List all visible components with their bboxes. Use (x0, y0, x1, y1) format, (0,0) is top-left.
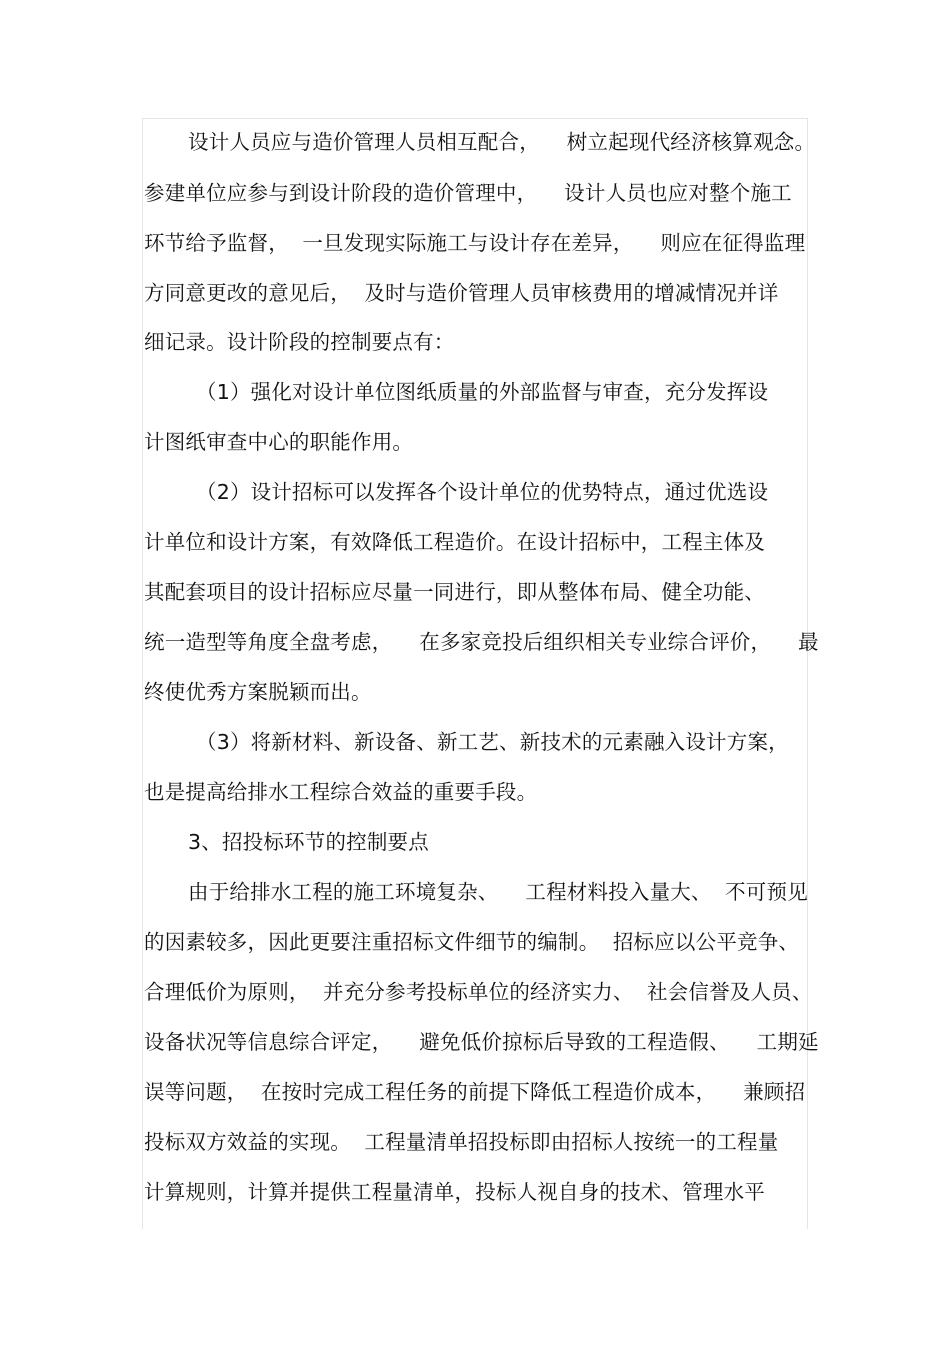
text-line-13: （3）将新材料、新设备、新工艺、新技术的元素融入设计方案， (196, 730, 789, 754)
text-line-21: 投标双方效益的实现。 工程量清单招投标即由招标人按统一的工程量 (144, 1130, 779, 1154)
text-line-6: （1）强化对设计单位图纸质量的外部监督与审查，充分发挥设 (196, 380, 769, 404)
text-line-1: 设计人员应与造价管理人员相互配合， 树立起现代经济核算观念。 (188, 130, 816, 154)
text-line-4: 方同意更改的意见后， 及时与造价管理人员审核费用的增减情况并详 (144, 281, 779, 305)
text-line-22: 计算规则，计算并提供工程量清单，投标人视自身的技术、管理水平 (144, 1180, 765, 1204)
text-line-18: 合理低价为原则， 并充分参考投标单位的经济实力、 社会信誉及人员、 (144, 980, 813, 1004)
text-line-16: 由于给排水工程的施工环境复杂、 工程材料投入量大、 不可预见 (188, 880, 808, 904)
text-line-8: （2）设计招标可以发挥各个设计单位的优势特点，通过优选设 (196, 480, 769, 504)
text-line-9: 计单位和设计方案，有效降低工程造价。在设计招标中，工程主体及 (144, 530, 765, 554)
text-line-12: 终使优秀方案脱颖而出。 (144, 680, 372, 704)
text-line-19: 设备状况等信息综合评定， 避免低价掠标后导致的工程造假、 工期延 (144, 1030, 819, 1054)
text-line-11: 统一造型等角度全盘考虑， 在多家竞投后组织相关专业综合评价， 最 (144, 630, 819, 654)
text-line-20: 误等问题， 在按时完成工程任务的前提下降低工程造价成本， 兼顾招 (144, 1080, 806, 1104)
section-heading: 3、招投标环节的控制要点 (188, 830, 429, 854)
text-line-10: 其配套项目的设计招标应尽量一同进行，即从整体布局、健全功能、 (144, 580, 765, 604)
text-line-2: 参建单位应参与到设计阶段的造价管理中， 设计人员也应对整个施工 (144, 181, 792, 205)
text-line-14: 也是提高给排水工程综合效益的重要手段。 (144, 780, 538, 804)
text-line-17: 的因素较多，因此更要注重招标文件细节的编制。 招标应以公平竞争、 (144, 930, 800, 954)
text-line-3: 环节给予监督， 一旦发现实际施工与设计存在差异， 则应在征得监理 (144, 231, 806, 255)
text-line-5: 细记录。设计阶段的控制要点有： (144, 330, 455, 354)
text-line-7: 计图纸审查中心的职能作用。 (144, 430, 414, 454)
